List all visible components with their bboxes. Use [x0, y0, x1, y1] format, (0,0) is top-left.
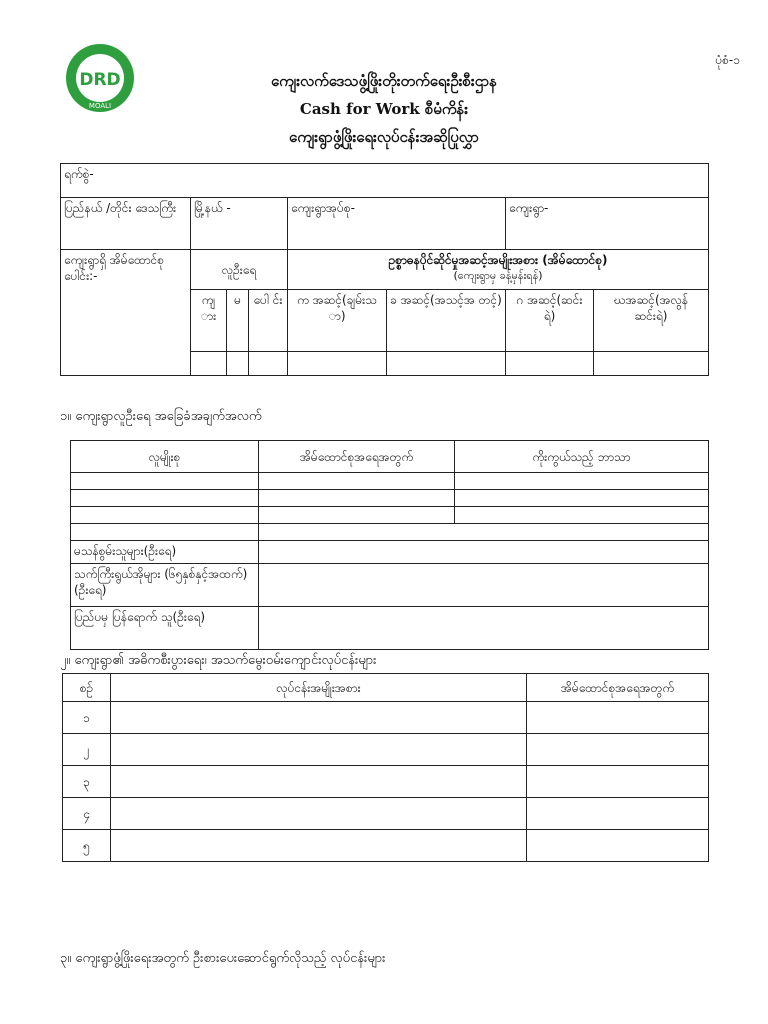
- no-header: စဉ်: [63, 674, 111, 702]
- gha-label: ဃအဆင့်(အလွန် ဆင်းရဲ): [594, 290, 709, 352]
- population-table: [70, 440, 709, 650]
- type-cell[interactable]: [111, 766, 527, 798]
- disabled-input[interactable]: [259, 541, 709, 564]
- department-title: ကျေးလက်ဒေသဖွံ့ဖြိုးတိုးတက်ရေးဦးစီးဌာန: [271, 72, 497, 90]
- religion-header: ကိုးကွယ်သည့် ဘာသာ: [455, 441, 709, 473]
- merged-cell[interactable]: [259, 524, 709, 541]
- hh-cell[interactable]: [527, 830, 709, 862]
- ethnic-cell[interactable]: [71, 507, 259, 524]
- program-title: Cash for Work စီမံကိန်း: [299, 100, 469, 118]
- male-label: ကျ ား: [191, 290, 227, 352]
- hh-cell[interactable]: [527, 798, 709, 830]
- row-number: ၄: [63, 798, 111, 830]
- hh-cell[interactable]: [527, 766, 709, 798]
- ga-input[interactable]: [506, 352, 594, 376]
- date-field[interactable]: ရက်စွဲ-: [61, 164, 709, 198]
- ethnic-group-header: လူမျိုးစု: [71, 441, 259, 473]
- female-input[interactable]: [227, 352, 249, 376]
- wealth-header: [288, 250, 709, 290]
- logo-bottom-text: MOALI: [88, 102, 112, 110]
- households-label: ကျေးရွာရှိ အိမ်ထောင်စု ပေါင်း:-: [61, 250, 191, 376]
- village-info-table: [60, 163, 709, 376]
- ethnic-cell[interactable]: [71, 524, 259, 541]
- type-cell[interactable]: [111, 734, 527, 766]
- section3-heading: ၃။ ကျေးရွာဖွံ့ဖြိုးရေးအတွက် ဦးစားပေးဆောင်ရွက်လိုသည့် လုပ်ငန်းများ: [60, 951, 386, 966]
- livelihood-table: [62, 673, 709, 862]
- elderly-label: သက်ကြီးရွယ်အိုများ (၆၅နှစ်နှင့်အထက်)(ဦးရေ): [71, 564, 259, 607]
- hh-cell[interactable]: [527, 702, 709, 734]
- township-field[interactable]: မြို့နယ် -: [191, 198, 288, 250]
- section2-heading: ၂။ ကျေးရွာ၏ အဓိကစီးပွားရေး၊ အသက်မွေးဝမ်းကျောင်းလုပ်ငန်းများ: [60, 653, 377, 668]
- row-number: ၅: [63, 830, 111, 862]
- returnee-input[interactable]: [259, 607, 709, 650]
- ethnic-cell[interactable]: [71, 473, 259, 490]
- female-label: မ: [227, 290, 249, 352]
- type-cell[interactable]: [111, 702, 527, 734]
- total-label: ပေါ င်း: [249, 290, 288, 352]
- type-header: လုပ်ငန်းအမျိုးအစား: [111, 674, 527, 702]
- total-input[interactable]: [249, 352, 288, 376]
- ka-input[interactable]: [288, 352, 387, 376]
- gha-input[interactable]: [594, 352, 709, 376]
- section1-heading: ၁။ ကျေးရွာလူဦးရေ အခြေခံအချက်အလက်: [60, 409, 262, 424]
- kha-input[interactable]: [387, 352, 506, 376]
- hh-cell[interactable]: [527, 734, 709, 766]
- households-cell[interactable]: [259, 507, 455, 524]
- ka-label: က အဆင့်(ချမ်းသ ာ): [288, 290, 387, 352]
- kha-label: ခ အဆင့်(အသင့်အ တင့်): [387, 290, 506, 352]
- religion-cell[interactable]: [455, 473, 709, 490]
- religion-cell[interactable]: [455, 490, 709, 507]
- male-input[interactable]: [191, 352, 227, 376]
- elderly-input[interactable]: [259, 564, 709, 607]
- row-number: ၃: [63, 766, 111, 798]
- hh-header: အိမ်ထောင်စုအရေအတွက်: [527, 674, 709, 702]
- proposal-title: ကျေးရွာဖွံ့ဖြိုးရေးလုပ်ငန်းအဆိုပြုလွှာ: [289, 128, 479, 146]
- population-label: လူဦးရေ: [191, 250, 288, 290]
- ga-label: ဂ အဆင့်(ဆင်း ရဲ): [506, 290, 594, 352]
- wealth-sub: (ကျေးရွာမှ ခန့်မှန်းရန်): [453, 269, 543, 282]
- village-tract-field[interactable]: ကျေးရွာအုပ်စု-: [288, 198, 506, 250]
- logo-text: DRD: [79, 70, 121, 90]
- row-number: ၂: [63, 734, 111, 766]
- type-cell[interactable]: [111, 830, 527, 862]
- type-cell[interactable]: [111, 798, 527, 830]
- religion-cell[interactable]: [455, 507, 709, 524]
- village-field[interactable]: ကျေးရွာ-: [506, 198, 709, 250]
- wealth-label: ဥစ္စာဓနပိုင်ဆိုင်မှုအဆင့်အမျိုးအစား (အိမ်ထောင်စု): [388, 253, 608, 267]
- households-cell[interactable]: [259, 490, 455, 507]
- returnee-label: ပြည်ပမှ ပြန်ရောက် သူ(ဦးရေ): [71, 607, 259, 650]
- households-cell[interactable]: [259, 473, 455, 490]
- households-header: အိမ်ထောင်စုအရေအတွက်: [259, 441, 455, 473]
- row-number: ၁: [63, 702, 111, 734]
- disabled-label: မသန်စွမ်းသူများ(ဦးရေ): [71, 541, 259, 564]
- state-field[interactable]: ပြည်နယ် /တိုင်း ဒေသကြီး: [61, 198, 191, 250]
- ethnic-cell[interactable]: [71, 490, 259, 507]
- form-number: ပုံစံ-၁: [715, 53, 740, 67]
